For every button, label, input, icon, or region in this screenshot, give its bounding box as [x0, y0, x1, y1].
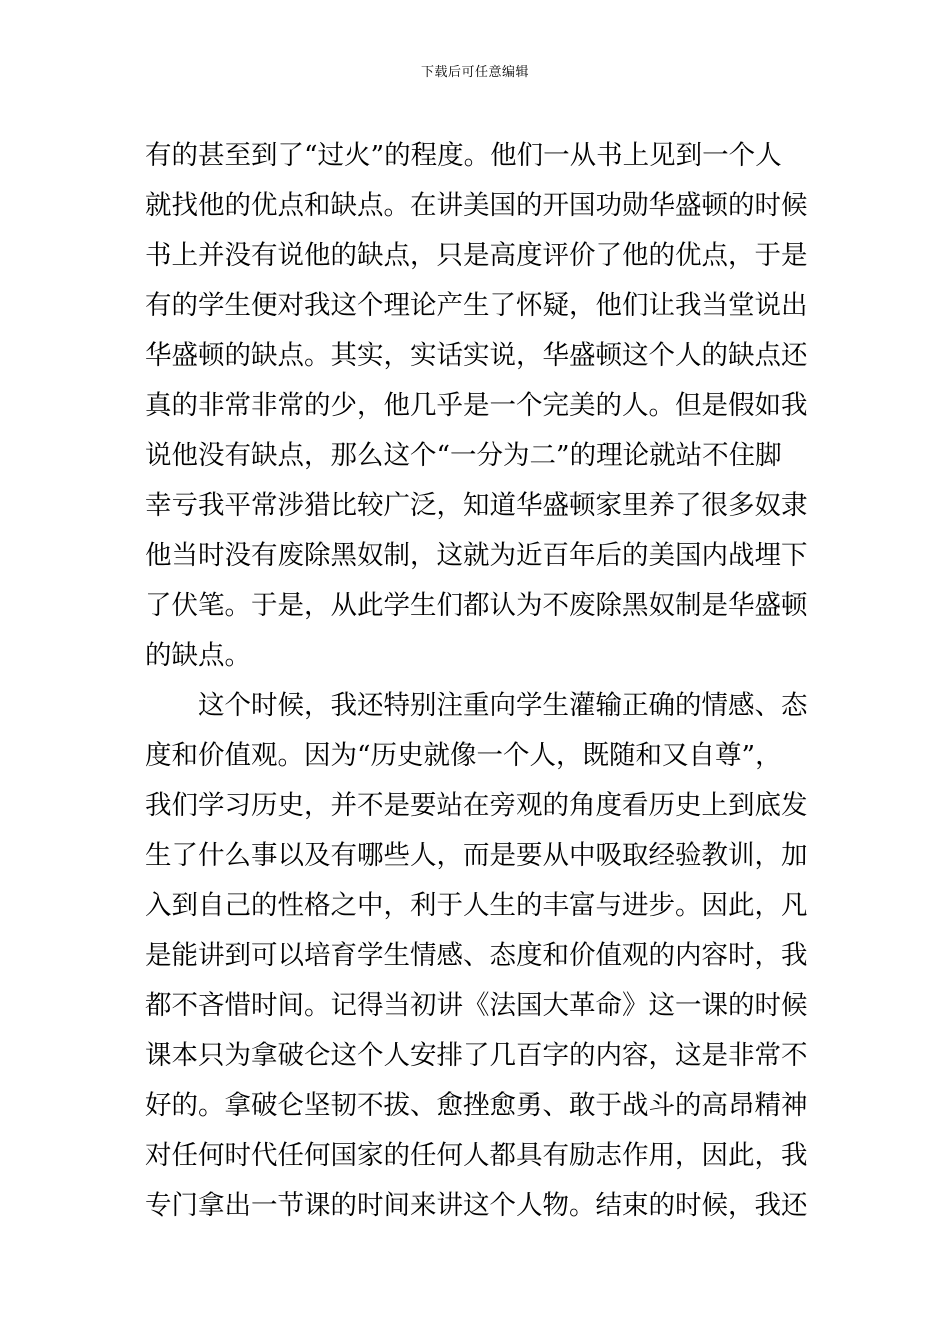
text-line: 度和价值观。因为“历史就像一个人，既随和又自尊”，	[145, 740, 782, 771]
text-line: 就找他的优点和缺点。在讲美国的开国功勋华盛顿的时候	[145, 190, 807, 221]
text-line: 专门拿出一节课的时间来讲这个人物。结束的时候，我还	[145, 1190, 807, 1221]
paragraph-2	[145, 681, 807, 1231]
text-line: 他当时没有废除黑奴制，这就为近百年后的美国内战埋下	[145, 540, 807, 571]
body-text	[145, 131, 807, 1231]
page-header: 下载后可任意编辑	[420, 65, 529, 80]
text-line: 华盛顿的缺点。其实，实话实说，华盛顿这个人的缺点还	[145, 340, 807, 371]
text-line: 生了什么事以及有哪些人，而是要从中吸取经验教训，加	[145, 840, 807, 871]
text-line: 说他没有缺点，那么这个“一分为二”的理论就站不住脚	[145, 440, 782, 471]
text-line: 课本只为拿破仑这个人安排了几百字的内容，这是非常不	[145, 1040, 807, 1071]
text-line: 的缺点。	[145, 640, 251, 671]
text-line: 书上并没有说他的缺点，只是高度评价了他的优点，于是	[145, 240, 807, 271]
text-line: 对任何时代任何国家的任何人都具有励志作用，因此，我	[145, 1140, 807, 1171]
text-line: 入到自己的性格之中，利于人生的丰富与进步。因此，凡	[145, 890, 807, 921]
text-line: 是能讲到可以培育学生情感、态度和价值观的内容时，我	[145, 940, 807, 971]
text-line: 有的学生便对我这个理论产生了怀疑，他们让我当堂说出	[145, 290, 807, 321]
text-line: 幸亏我平常涉猎比较广泛，知道华盛顿家里养了很多奴隶	[145, 490, 807, 521]
text-line: 都不吝惜时间。记得当初讲《法国大革命》这一课的时候	[145, 990, 807, 1021]
text-line: 真的非常非常的少，他几乎是一个完美的人。但是假如我	[145, 390, 807, 421]
text-line: 有的甚至到了“过火”的程度。他们一从书上见到一个人	[145, 140, 782, 171]
text-line: 好的。拿破仑坚韧不拔、愈挫愈勇、敢于战斗的高昂精神	[145, 1090, 807, 1121]
text-line: 我们学习历史，并不是要站在旁观的角度看历史上到底发	[145, 790, 807, 821]
paragraph-1	[145, 131, 807, 681]
text-line: 这个时候，我还特别注重向学生灌输正确的情感、态	[198, 690, 807, 721]
text-line: 了伏笔。于是，从此学生们都认为不废除黑奴制是华盛顿	[145, 590, 807, 621]
